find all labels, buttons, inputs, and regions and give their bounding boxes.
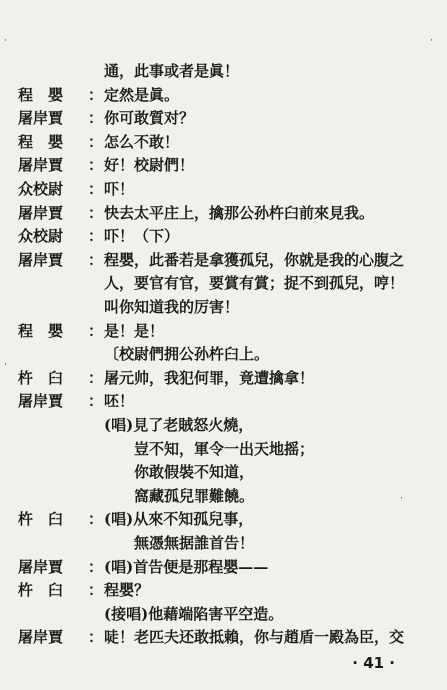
- speaker-colon: ：: [88, 109, 104, 128]
- dialogue-text: 吓！: [104, 180, 135, 198]
- speaker-name: 程 嬰: [18, 85, 64, 104]
- speaker-colon: ：: [88, 557, 104, 576]
- speaker-name: 众校尉: [18, 180, 64, 198]
- dialogue-text: (唱)首告便是那程嬰——: [104, 557, 269, 576]
- speaker-name: 程 嬰: [18, 132, 64, 151]
- dialogue-text: 唗！老匹夫还敢抵賴，你与趙盾一殿為臣，交: [104, 628, 405, 647]
- speaker-colon: ：: [88, 250, 104, 269]
- speaker-name: 屠岸賈: [18, 156, 64, 175]
- dialogue-text: 快去太平庄上，擒那公孙杵臼前來見我。: [104, 203, 375, 222]
- dialogue-text: 人，要官有官，要賞有賞；捉不到孤兒，哼！: [104, 274, 405, 293]
- speaker-name: 屠岸賈: [18, 392, 64, 411]
- speaker-name: 屠岸賈: [18, 109, 64, 128]
- speaker-name: 程 嬰: [18, 321, 64, 340]
- speaker-colon: ：: [88, 628, 104, 647]
- speaker-name: 杵 臼: [18, 368, 64, 387]
- speaker-colon: ：: [88, 321, 104, 340]
- dialogue-text: 窩藏孤兒罪難饒。: [134, 486, 255, 505]
- speaker-name: 屠岸賈: [18, 557, 64, 576]
- speaker-colon: ：: [88, 180, 104, 198]
- dialogue-text: 程嬰？: [104, 581, 150, 600]
- margin-dot: ·: [430, 36, 433, 46]
- dialogue-text: 怎么不敢！: [104, 132, 180, 151]
- speaker-colon: ：: [88, 510, 104, 529]
- margin-dot: ·: [400, 494, 403, 504]
- margin-dot: ·: [4, 36, 7, 46]
- speaker-name: 屠岸賈: [18, 628, 64, 647]
- speaker-colon: ：: [88, 132, 104, 151]
- dialogue-text: (接唱)他藉端陷害平空造。: [104, 604, 284, 623]
- dialogue-text: 你敢假裝不知道，: [134, 463, 255, 482]
- speaker-name: 屠岸賈: [18, 250, 64, 269]
- dialogue-text: 是！是！: [104, 321, 165, 340]
- speaker-colon: ：: [88, 203, 104, 222]
- dialogue-text: 通，此事或者是眞！: [104, 62, 240, 80]
- speaker-colon: ：: [88, 392, 104, 411]
- dialogue-text: 好！校尉們！: [104, 156, 195, 175]
- dialogue-text: 你可敢質对？: [104, 109, 195, 128]
- speaker-name: 杵 臼: [18, 510, 64, 529]
- dialogue-text: 〔校尉們拥公孙杵臼上。: [104, 345, 270, 364]
- dialogue-text: 豈不知，軍令一出天地摇；: [134, 439, 315, 458]
- speaker-name: 屠岸賈: [18, 203, 64, 222]
- speaker-colon: ：: [88, 227, 104, 246]
- dialogue-text: (唱)見了老賊怒火燒，: [104, 416, 254, 434]
- page-number: · 41 ·: [352, 654, 395, 672]
- speaker-name: 杵 臼: [18, 581, 64, 600]
- dialogue-text: 無憑無据誰首告！: [134, 534, 255, 552]
- speaker-colon: ：: [88, 85, 104, 104]
- speaker-colon: ：: [88, 368, 104, 387]
- dialogue-text: 叫你知道我的厉害！: [104, 298, 240, 316]
- margin-dot: ·: [4, 360, 7, 370]
- dialogue-text: 吓！（下）: [104, 227, 180, 246]
- dialogue-text: 呸！: [104, 392, 135, 411]
- dialogue-text: 程嬰，此番若是拿獲孤兒，你就是我的心腹之: [104, 250, 405, 269]
- dialogue-text: 定然是眞。: [104, 85, 180, 104]
- dialogue-text: (唱)从來不知孤兒事，: [104, 510, 254, 529]
- dialogue-text: 屠元帅，我犯何罪，竟遭擒拿！: [104, 368, 315, 387]
- speaker-colon: ：: [88, 581, 104, 600]
- speaker-name: 众校尉: [18, 227, 64, 246]
- speaker-colon: ：: [88, 156, 104, 175]
